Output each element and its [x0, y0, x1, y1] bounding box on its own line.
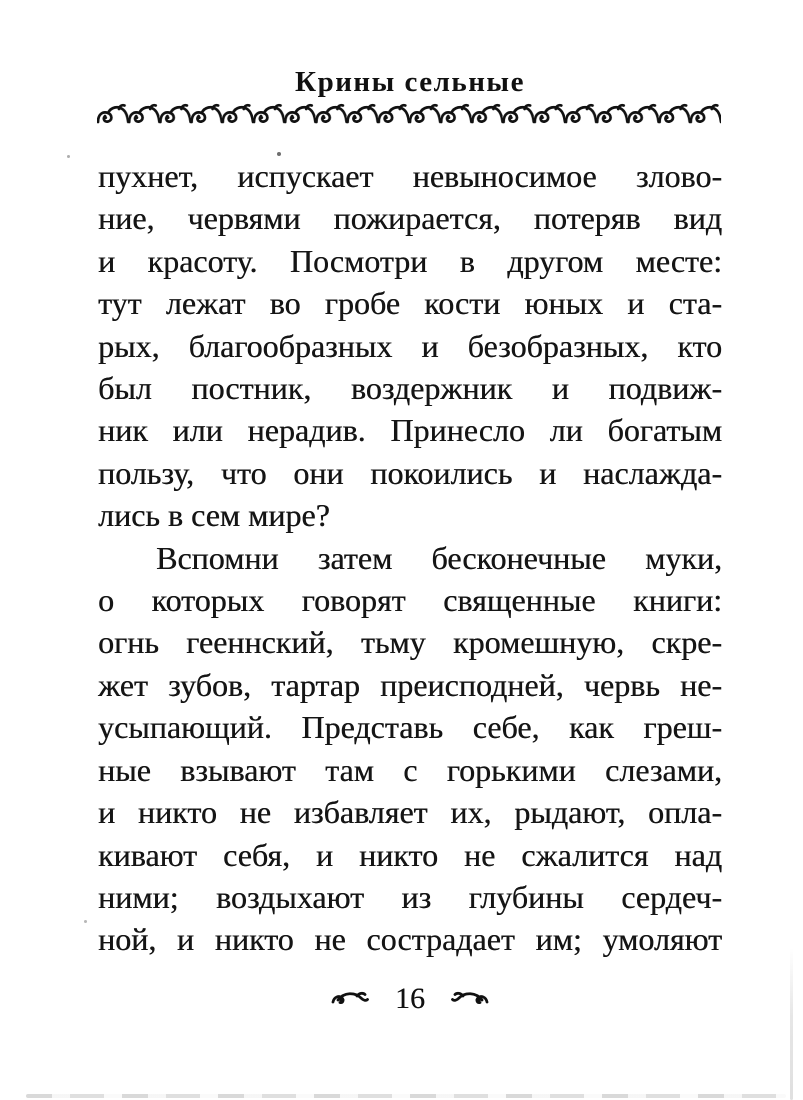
page-title: Крины сельные: [295, 66, 525, 98]
body-text: [98, 155, 722, 961]
text-line: тут лежат во гробе кости юных и ста-: [98, 285, 722, 322]
text-line: пухнет, испускает невыносимое злово-: [98, 158, 722, 194]
text-line: кивают себя, и никто не сжалится над: [98, 836, 722, 873]
text-line: ной, и никто не сострадает им; умоляют: [98, 921, 722, 958]
text-line: усыпающий. Представь себе, как греш-: [98, 709, 722, 746]
floral-flourish-right-icon: [451, 988, 489, 1010]
text-line: и никто не избавляет их, рыдают, опла-: [98, 794, 722, 831]
text-line: пользу, что они покоились и наслажда-: [98, 454, 722, 491]
scan-edge-shadow: [790, 948, 793, 1100]
text-line: ними; воздыхают из глубины сердеч-: [98, 878, 722, 915]
text-line: лись в сем мире?: [98, 497, 330, 534]
page-number: 16: [395, 982, 425, 1015]
text-line: рых, благообразных и безобразных, кто: [98, 327, 722, 364]
text-line: жет зубов, тартар преисподней, червь не-: [98, 666, 722, 703]
floral-flourish-left-icon: [331, 988, 369, 1010]
page-footer: [98, 982, 722, 1016]
scan-artifact-dot: [84, 920, 87, 923]
text-line: ние, червями пожирается, потеряв вид: [98, 200, 722, 237]
scan-edge-shadow: [26, 1094, 786, 1098]
text-line: о которых говорят священные книги:: [98, 582, 722, 619]
text-line: ник или нерадив. Принесло ли богатым: [98, 412, 722, 449]
scan-artifact-dot: [67, 155, 70, 158]
vine-scroll-divider-icon: [97, 103, 721, 131]
text-line: Вспомни затем бесконечные муки,: [156, 539, 722, 576]
text-line: ные взывают там с горькими слезами,: [98, 751, 722, 788]
text-line: и красоту. Посмотри в другом месте:: [98, 242, 722, 279]
scan-artifact-dot: [277, 152, 281, 156]
text-line: огнь гееннский, тьму кромешную, скре-: [98, 624, 722, 661]
text-line: был постник, воздержник и подвиж-: [98, 370, 722, 407]
